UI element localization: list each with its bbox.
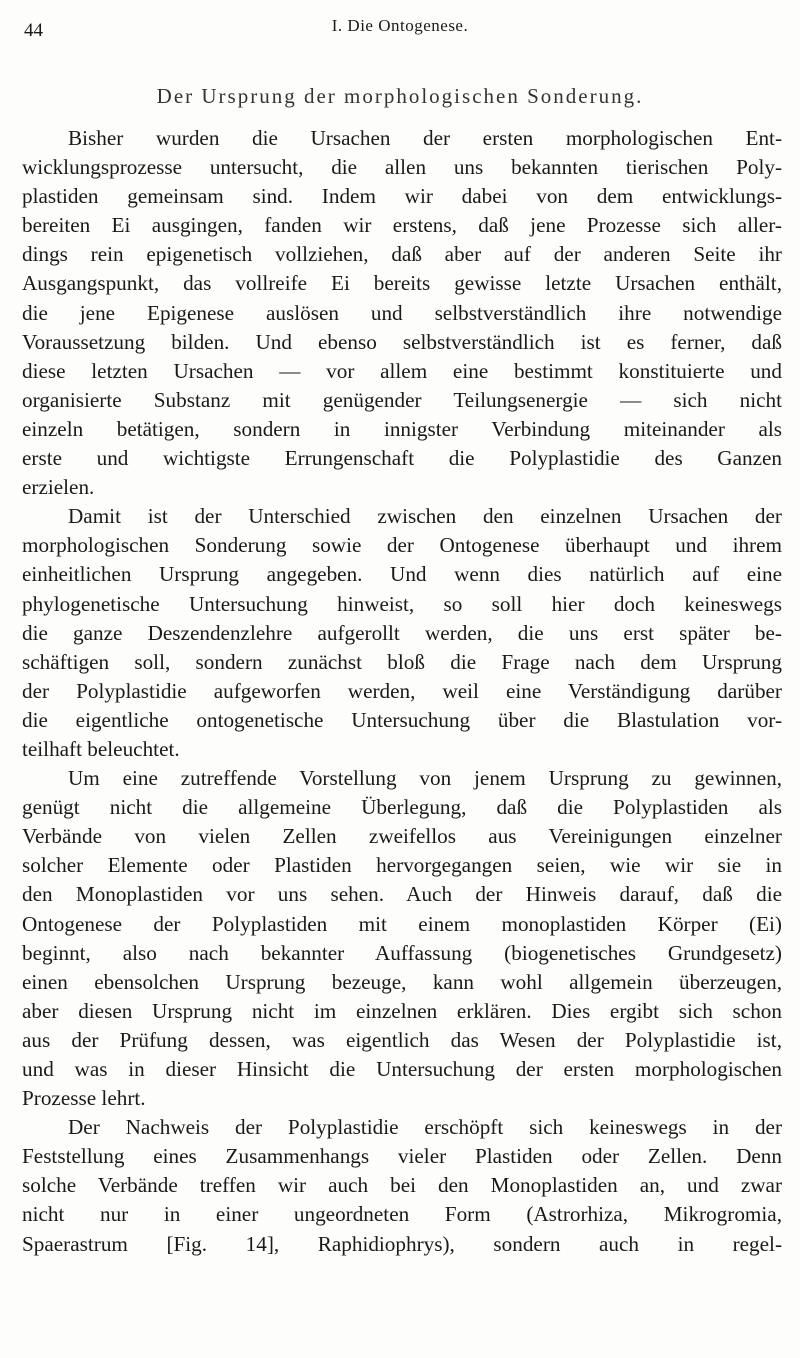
text-line: teilhaft beleuchtet. xyxy=(22,736,180,761)
text-line: organisierte Substanz mit genügender Teilungsenergie — sich nicht xyxy=(22,387,782,412)
text-line: Voraussetzung bilden. Und ebenso selbstverständlich ist es ferner, daß xyxy=(22,329,782,354)
text-line: solche Verbände treffen wir auch bei den Monoplastiden an, und zwar xyxy=(22,1173,782,1198)
text-line: und was in dieser Hinsicht die Untersuchung der ersten morphologischen xyxy=(22,1057,782,1081)
text-line: Ausgangspunkt, das vollreife Ei bereits gewisse letzte Ursachen enthält, xyxy=(22,271,782,296)
paragraph xyxy=(22,764,782,1113)
text-line: erzielen. xyxy=(22,475,95,500)
text-line: Der Nachweis der Polyplastidie erschöpft sich keineswegs in der xyxy=(68,1115,782,1140)
text-line: Um eine zutreffende Vorstellung von jenem Ursprung zu gewinnen, xyxy=(68,766,782,791)
text-line: diese letzten Ursachen — vor allem eine bestimmt konstituierte und xyxy=(22,358,782,383)
text-line: dings rein epigenetisch vollziehen, daß aber auf der anderen Seite ihr xyxy=(22,242,782,267)
text-line: einen ebensolchen Ursprung bezeuge, kann wohl allgemein überzeugen, xyxy=(22,969,782,994)
section-title: Der Ursprung der morphologischen Sonderung. xyxy=(156,84,644,108)
paragraph xyxy=(22,502,782,764)
page-number: 44 xyxy=(24,20,43,41)
text-line: plastiden gemeinsam sind. Indem wir dabei von dem entwicklungs- xyxy=(22,184,782,209)
text-line: der Polyplastidie aufgeworfen werden, weil eine Verständigung darüber xyxy=(22,678,782,703)
text-line: phylogenetische Untersuchung hinweist, so soll hier doch keineswegs xyxy=(22,591,782,616)
text-line: nicht nur in einer ungeordneten Form (Astrorhiza, Mikrogromia, xyxy=(22,1202,782,1227)
text-line: Ontogenese der Polyplastiden mit einem monoplastiden Körper (Ei) xyxy=(22,911,782,936)
text-line: Spaerastrum [Fig. 14], Raphidiophrys), sondern auch in regel- xyxy=(22,1231,782,1256)
text-line: Verbände von vielen Zellen zweifellos aus Vereinigungen einzelner xyxy=(22,824,782,849)
text-line: Feststellung eines Zusammenhangs vieler Plastiden oder Zellen. Denn xyxy=(22,1144,782,1169)
text-line: Prozesse lehrt. xyxy=(22,1086,146,1111)
text-line: Bisher wurden die Ursachen der ersten morphologischen Ent- xyxy=(68,126,782,150)
text-line: schäftigen soll, sondern zunächst bloß die Frage nach dem Ursprung xyxy=(22,649,782,674)
text-line: beginnt, also nach bekannter Auffassung (biogenetisches Grundgesetz) xyxy=(22,940,782,965)
paragraph xyxy=(22,1113,782,1258)
body-text xyxy=(22,124,782,1259)
text-line: Damit ist der Unterschied zwischen den einzelnen Ursachen der xyxy=(68,504,782,529)
text-line: den Monoplastiden vor uns sehen. Auch der Hinweis darauf, daß die xyxy=(22,882,782,907)
text-line: genügt nicht die allgemeine Überlegung, daß die Polyplastiden als xyxy=(22,795,782,820)
text-line: einzeln betätigen, sondern in innigster Verbindung miteinander als xyxy=(22,416,782,441)
text-line: die eigentliche ontogenetische Untersuchung über die Blastulation vor- xyxy=(22,707,782,732)
text-line: aber diesen Ursprung nicht im einzelnen erklären. Dies ergibt sich schon xyxy=(22,998,782,1023)
text-line: bereiten Ei ausgingen, fanden wir erstens, daß jene Prozesse sich aller- xyxy=(22,213,782,238)
text-line: einheitlichen Ursprung angegeben. Und wenn dies natürlich auf eine xyxy=(22,562,782,587)
text-line: die ganze Deszendenzlehre aufgerollt werden, die uns erst später be- xyxy=(22,620,782,645)
text-line: aus der Prüfung dessen, was eigentlich das Wesen der Polyplastidie ist, xyxy=(22,1027,782,1052)
text-line: wicklungsprozesse untersucht, die allen uns bekannten tierischen Poly- xyxy=(22,155,782,180)
running-title: I. Die Ontogenese. xyxy=(331,16,469,35)
page-header xyxy=(22,16,778,46)
paragraph xyxy=(22,124,782,502)
text-line: erste und wichtigste Errungenschaft die Polyplastidie des Ganzen xyxy=(22,446,782,471)
text-line: solcher Elemente oder Plastiden hervorgegangen seien, wie wir sie in xyxy=(22,853,782,878)
text-line: die jene Epigenese auslösen und selbstverständlich ihre notwendige xyxy=(22,300,782,325)
text-line: morphologischen Sonderung sowie der Ontogenese überhaupt und ihrem xyxy=(22,533,782,558)
